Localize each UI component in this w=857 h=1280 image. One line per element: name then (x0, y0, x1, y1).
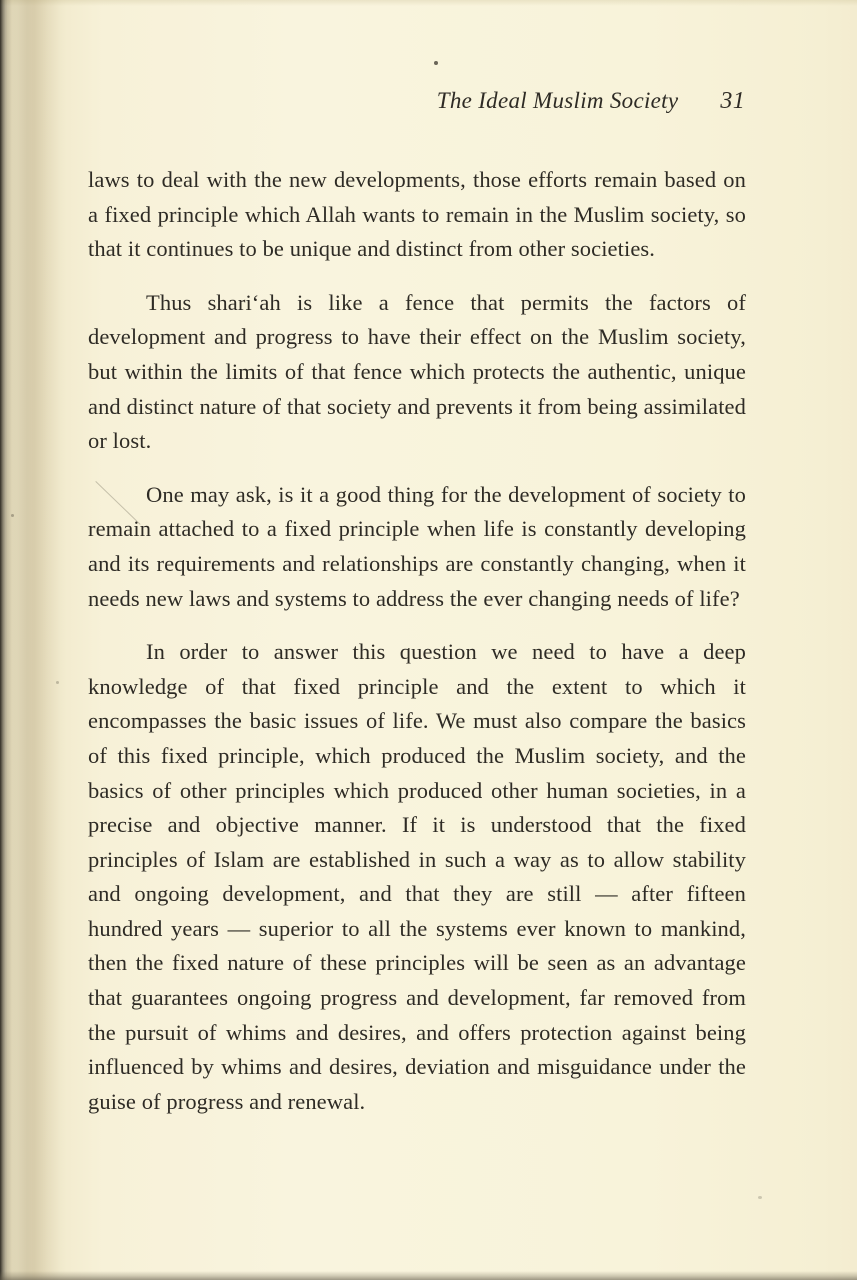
book-spine-edge (0, 0, 12, 1280)
body-paragraph-2: Thus shari‘ah is like a fence that permits the factors of development and progress to have their effect on the Muslim society, but within the limits of that fence which protects the authentic, unique and distinct nature of that society and prevents it from being assimilated or lost. (88, 289, 746, 454)
ink-speck (11, 514, 14, 517)
page-top-edge-shadow (0, 0, 857, 6)
running-header-title: The Ideal Muslim Society (436, 88, 679, 113)
binding-shadow (6, 0, 66, 1280)
page-number: 31 (720, 88, 745, 114)
ink-speck (56, 681, 59, 684)
ink-speck (434, 61, 438, 65)
body-paragraph-1: laws to deal with the new developments, those efforts remain based on a fixed principle which Allah wants to remain in the Muslim society, so that it continues to be unique and distinct from other societies. (88, 167, 746, 262)
body-paragraph-3: One may ask, is it a good thing for the development of society to remain attached to a fixed principle when life is constantly developing and its requirements and relationships are constantly changing, when it needs new laws and systems to address the ever changing needs of life? (88, 481, 746, 611)
page-bottom-edge-shadow (0, 1271, 857, 1280)
page-body (88, 163, 746, 1119)
body-paragraph-4: In order to answer this question we need to have a deep knowledge of that fixed principle and the extent to which it encompasses the basic issues of life. We must also compare the basics of this fixed principle, which produced the Muslim society, and the basics of other principles which produced other human societies, in a precise and objective manner. If it is understood that the fixed principles of Islam are established in such a way as to allow stability and ongoing development, and that they are still — after fifteen hundred years — superior to all the systems ever known to mankind, then the fixed nature of these principles will be seen as an advantage that guarantees ongoing progress and development, far removed from the pursuit of whims and desires, and offers protection against being influenced by whims and desires, deviation and misguidance under the guise of progress and renewal. (88, 639, 746, 1114)
running-header (437, 88, 745, 115)
ink-speck (758, 1196, 762, 1199)
